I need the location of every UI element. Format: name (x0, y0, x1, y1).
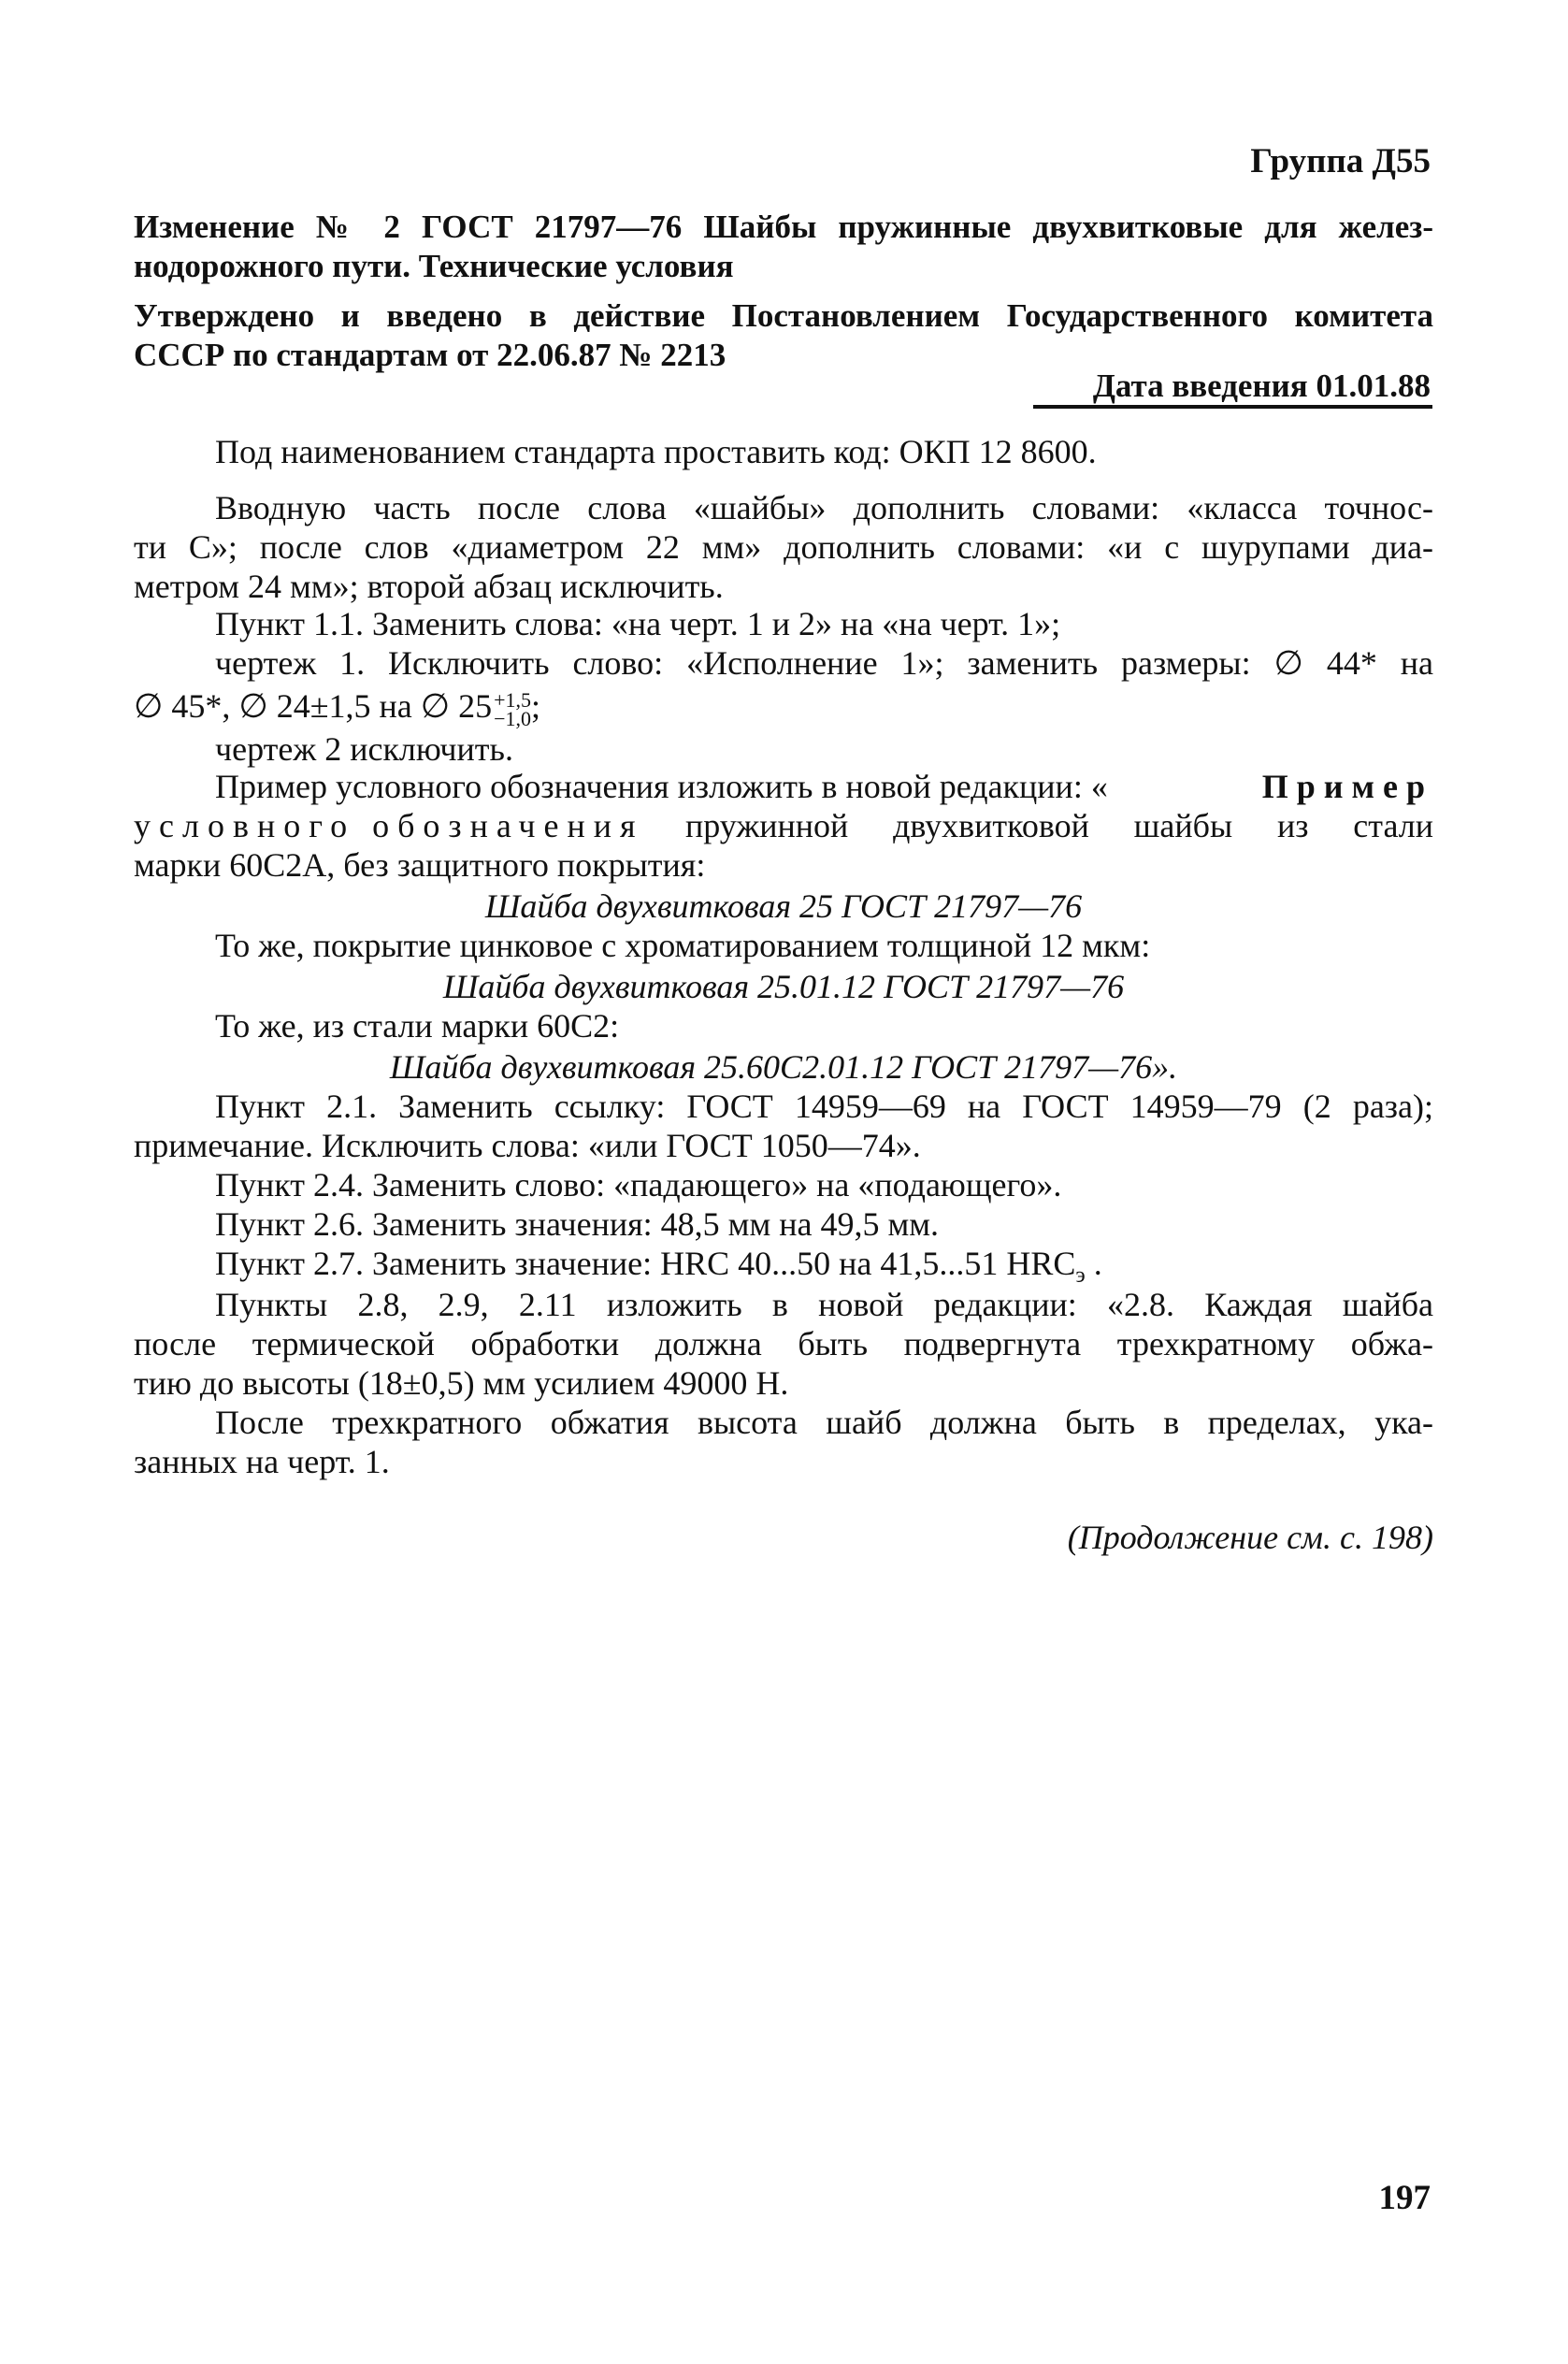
date-underline (1033, 405, 1432, 409)
paragraph-intro-line-3: метром 24 мм»; второй абзац исключить. (134, 568, 724, 605)
title-line-2: нодорожного пути. Технические условия (134, 248, 734, 284)
paragraph-intro-line-1: Вводную часть после слова «шайбы» дополнить словами: «класса точнос- (215, 489, 1433, 526)
paragraph-example-line-2 (134, 806, 1433, 845)
designation-example-3: Шайба двухвитковая 25.60С2.01.12 ГОСТ 21797—76». (389, 1048, 1178, 1086)
paragraph-drawing-1-line-2 (134, 686, 1433, 728)
paragraph-item-2-8-line-2: после термической обработки должна быть подвергнута трехкратному обжа- (134, 1325, 1433, 1362)
paragraph-compression-line-2: занных на черт. 1. (134, 1443, 390, 1480)
group-code: Группа Д55 (1250, 142, 1431, 180)
paragraph-example-line-1 (215, 767, 1433, 806)
example-heading-word: Пример (1261, 768, 1433, 805)
page-number: 197 (1378, 2179, 1431, 2217)
paragraph-coating: То же, покрытие цинковое с хроматированием толщиной 12 мкм: (215, 927, 1151, 964)
designation-example-1: Шайба двухвитковая 25 ГОСТ 21797—76 (484, 887, 1083, 925)
paragraph-drawing-1-line-1: чертеж 1. Исключить слово: «Исполнение 1»; заменить размеры: ∅ 44* на (215, 644, 1433, 682)
effective-date: Дата введения 01.01.88 (1092, 368, 1431, 404)
tolerance-stack (494, 687, 532, 730)
paragraph-item-2-4: Пункт 2.4. Заменить слово: «падающего» на «подающего». (215, 1166, 1062, 1204)
example-heading-words: условного обозначения (134, 807, 644, 844)
paragraph-okp-code: Под наименованием стандарта проставить код: ОКП 12 8600. (215, 433, 1097, 470)
hardness-end: . (1085, 1245, 1102, 1282)
hardness-subscript: э (1075, 1263, 1086, 1289)
paragraph-example-line-3: марки 60С2А, без защитного покрытия: (134, 846, 706, 884)
paragraph-item-2-8-line-3: тию до высоты (18±0,5) мм усилием 49000 Н. (134, 1364, 789, 1402)
continuation-note: (Продолжение см. с. 198) (1067, 1519, 1433, 1556)
approval-line-1: Утверждено и введено в действие Постановлением Государственного комитета (134, 297, 1433, 334)
paragraph-drawing-2: чертеж 2 исключить. (215, 730, 513, 768)
hardness-text: Пункт 2.7. Заменить значение: HRC 40...50 на 41,5...51 HRC (215, 1245, 1076, 1282)
example-washer-text: пружинной двухвитковой шайбы из стали (685, 807, 1433, 844)
paragraph-item-2-6: Пункт 2.6. Заменить значения: 48,5 мм на 49,5 мм. (215, 1205, 940, 1243)
paragraph-item-2-1-line-2: примечание. Исключить слова: «или ГОСТ 1050—74». (134, 1127, 921, 1164)
paragraph-intro-line-2: ти С»; после слов «диаметром 22 мм» дополнить словами: «и с шурупами диа- (134, 528, 1433, 566)
paragraph-item-1-1: Пункт 1.1. Заменить слова: «на черт. 1 и 2» на «на черт. 1»; (215, 605, 1061, 642)
dimension-text: ∅ 45*, ∅ 24±1,5 на ∅ 25 (134, 687, 493, 725)
approval-line-2: СССР по стандартам от 22.06.87 № 2213 (134, 337, 726, 373)
dimension-end: ; (531, 687, 541, 725)
example-intro-text: Пример условного обозначения изложить в новой редакции: « (215, 768, 1108, 805)
tolerance-upper: +1,5 (494, 687, 532, 712)
paragraph-compression-line-1: После трехкратного обжатия высота шайб должна быть в пределах, ука- (215, 1404, 1433, 1441)
paragraph-item-2-8-line-1: Пункты 2.8, 2.9, 2.11 изложить в новой редакции: «2.8. Каждая шайба (215, 1286, 1433, 1323)
tolerance-lower: −1,0 (494, 706, 532, 730)
paragraph-steel: То же, из стали марки 60С2: (215, 1007, 620, 1045)
title-line-1: Изменение № 2 ГОСТ 21797—76 Шайбы пружинные двухвитковые для желез- (134, 209, 1433, 245)
paragraph-item-2-1-line-1: Пункт 2.1. Заменить ссылку: ГОСТ 14959—69 на ГОСТ 14959—79 (2 раза); (215, 1088, 1433, 1125)
designation-example-2: Шайба двухвитковая 25.01.12 ГОСТ 21797—76 (442, 968, 1125, 1005)
